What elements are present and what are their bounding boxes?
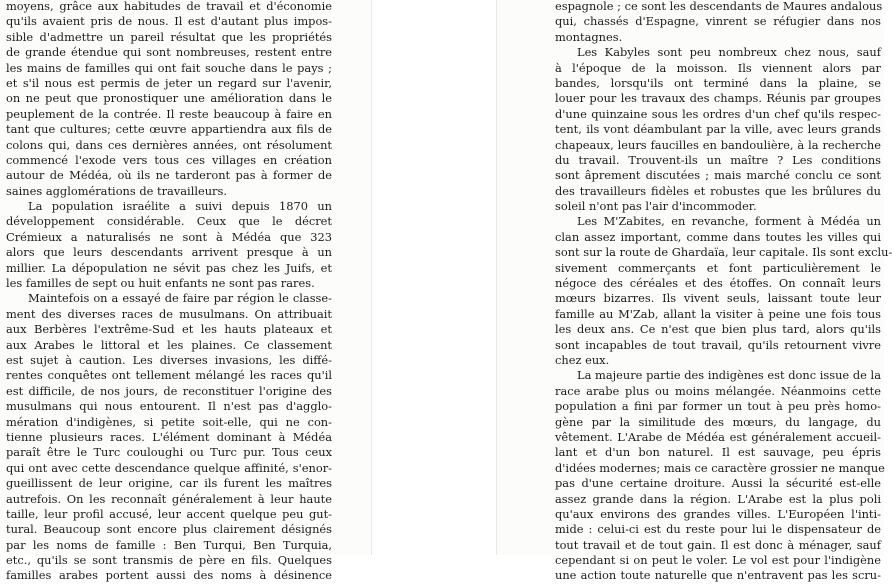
text-line: bandes, lorsqu'ils ont terminé dans la plaine, se	[555, 75, 881, 90]
text-line: Les Kabyles sont peu nombreux chez nous, sauf	[577, 45, 881, 60]
paragraph	[555, 214, 892, 368]
text-line: on ne peut que pronostiquer une amélioration dans le	[6, 91, 332, 106]
text-line: sible d'admettre un pareil résultat que les propriétés	[6, 29, 332, 44]
paragraph	[6, 199, 332, 291]
text-line: famille au M'Zab, allant la visiter à peine une fois tous	[555, 306, 881, 321]
text-line: sont incapables de tout travail, qu'ils retournent vivre	[555, 337, 881, 352]
text-line: La majeure partie des indigènes est donc issue de la	[577, 368, 881, 383]
text-line: lant et d'un bon naturel. Il est sauvage, peu épris	[555, 445, 881, 460]
text-line: tant que cultures; cette œuvre appartiendra aux fils de	[6, 122, 332, 137]
text-line: Les M'Zabites, en revanche, forment à Médéa un	[577, 214, 881, 229]
text-line: une action toute naturelle que n'entravent pas les scru-	[555, 568, 881, 583]
text-line: moyens, grâce aux habitudes de travail et d'économie	[6, 0, 332, 13]
left-book-page	[0, 0, 372, 583]
text-line: race arabe plus ou moins mélangée. Néanmoins cette	[555, 383, 881, 398]
text-line: tienne plusieurs races. L'élément dominant à Médéa	[6, 429, 332, 444]
right-book-page	[496, 0, 892, 583]
text-line: vêtement. L'Arabe de Médéa est généralement accueil-	[555, 429, 881, 444]
text-line: saines agglomérations de travailleurs.	[6, 183, 227, 198]
text-line: négoce des céréales et des étoffes. On connaît leurs	[555, 276, 881, 291]
paragraph	[555, 45, 881, 214]
text-line: autour de Médéa, où ils ne tarderont pas à former de	[6, 168, 332, 183]
text-line: La population israélite a suivi depuis 1870 un	[28, 199, 332, 214]
text-line: musulmans qui nous entourent. Il n'est pas d'agglo-	[6, 399, 332, 414]
text-line: est sujet à caution. Les diverses invasions, les diffé-	[6, 352, 332, 367]
paragraph	[555, 0, 881, 45]
text-line: qu'aux environs des grandes villes. L'Européen l'inti-	[555, 506, 881, 521]
paragraph	[6, 0, 332, 199]
text-line: population a fini par former un tout à peu près homo-	[555, 399, 881, 414]
text-line: alors que leurs descendants arrivent presque à un	[6, 245, 332, 260]
text-line: Crémieux a naturalisés ne sont à Médéa que 323	[6, 229, 332, 244]
text-line: les deux ans. Ce n'est que bien plus tard, alors qu'ils	[555, 322, 881, 337]
text-line: paraît être le Turc couloughi ou Turc pur. Tous ceux	[6, 445, 332, 460]
text-line: commencé l'exode vers tous ces villages en création	[6, 152, 332, 167]
text-line: les familles de sept ou huit enfants ne sont pas rares.	[6, 276, 315, 291]
text-line: chez eux.	[555, 352, 610, 367]
text-line: qui, chassés d'Espagne, vinrent se réfugier dans nos	[555, 14, 881, 29]
text-line: montagnes.	[555, 29, 623, 44]
text-line: soleil n'ont pas l'air d'incommoder.	[555, 199, 757, 214]
text-line: qui ont avec cette descendance quelque affinité, s'enor-	[6, 460, 332, 475]
text-line: du travail. Trouvent-ils un maître ? Les conditions	[555, 152, 881, 167]
text-line: cependant si on peut le voler. Le vol est pour l'indigène	[555, 553, 881, 568]
text-line: et s'il nous est permis de jeter un regard sur l'avenir,	[6, 75, 332, 90]
text-line: colons qui, dans ces dernières années, ont résolument	[6, 137, 332, 152]
text-line: assez grande dans la région. L'Arabe est la plus poli	[555, 491, 881, 506]
text-line: familles arabes portent aussi des noms à désinence	[6, 568, 332, 583]
text-line: sont âprement discutées ; mais marché conclu ce sont	[555, 168, 881, 183]
text-line: aux Berbères l'extrême-Sud et les hauts plateaux et	[6, 322, 332, 337]
text-line: etc., qu'ils se sont transmis de père en fils. Quelques	[6, 553, 332, 568]
text-line: autrefois. On les reconnaît généralement à leur haute	[6, 491, 332, 506]
text-line: gène par la similitude des mœurs, du langage, du	[555, 414, 881, 429]
text-line: tout travail et de tout gain. Il est donc à ménager, sauf	[555, 537, 881, 552]
text-line: d'idées modernes; mais ce caractère grossier ne manque	[555, 460, 885, 475]
text-line: est difficile, de nos jours, de reconstituer l'origine des	[6, 383, 332, 398]
text-line: pas d'une certaine droiture. Aussi la sécurité est-elle	[555, 476, 881, 491]
text-line: mœurs bizarres. Ils vivent seuls, laissant toute leur	[555, 291, 881, 306]
text-line: sont sur la route de Ghardaïa, leur capitale. Ils sont exclu-	[555, 245, 892, 260]
text-line: Maintefois on a essayé de faire par région le classe-	[28, 291, 332, 306]
text-line: espagnole ; ce sont les descendants de Maures andalous	[555, 0, 883, 13]
text-line: millier. La dépopulation ne sévit pas chez les Juifs, et	[6, 260, 332, 275]
paragraph	[6, 291, 332, 583]
text-line: des travailleurs fidèles et robustes que les brûlures du	[555, 183, 881, 198]
text-line: clan assez important, comme dans toutes les villes qui	[555, 229, 881, 244]
paragraph	[555, 368, 885, 583]
text-line: d'une quinzaine sous les ordres d'un chef qu'ils respec-	[555, 106, 881, 121]
text-line: louer pour les travaux des champs. Réunis par groupes	[555, 91, 881, 106]
text-line: mération d'indigènes, si petite soit-elle, qui ne con-	[6, 414, 332, 429]
text-line: chapeaux, leurs faucilles en bandoulière, à la recherche	[555, 137, 881, 152]
left-text-column	[6, 0, 332, 584]
text-line: par les noms de famille : Ben Turqui, Ben Turquia,	[6, 537, 332, 552]
text-line: tural. Beaucoup sont encore plus clairement désignés	[6, 522, 332, 537]
text-line: mide : celui-ci est du reste pour lui le dispensateur de	[555, 522, 881, 537]
text-line: rentes conquêtes ont tellement mélangé les races qu'il	[6, 368, 332, 383]
text-line: développement considérable. Ceux que le décret	[6, 214, 332, 229]
text-line: taille, leur profil accusé, leur accent quelque peu gut-	[6, 506, 332, 521]
text-line: qu'ils avaient pris de nous. Il est d'autant plus impos-	[6, 14, 332, 29]
text-line: tent, ils vont déambulant par la ville, avec leurs grands	[555, 122, 881, 137]
text-line: de grande étendue qui sont nombreuses, restent entre	[6, 45, 332, 60]
text-line: ment des diverses races de musulmans. On attribuait	[6, 306, 332, 321]
right-text-column	[555, 0, 892, 584]
text-line: aux Arabes le littoral et les plaines. Ce classement	[6, 337, 332, 352]
text-line: les mains de familles qui ont fait souche dans le pays ;	[6, 60, 332, 75]
text-line: à l'époque de la moisson. Ils viennent alors par	[555, 60, 881, 75]
text-line: gueillissent de leur origine, car ils furent les maîtres	[6, 476, 332, 491]
text-line: peuplement de la contrée. Il reste beaucoup à faire en	[6, 106, 332, 121]
text-line: sivement commerçants et font particulièrement le	[555, 260, 881, 275]
